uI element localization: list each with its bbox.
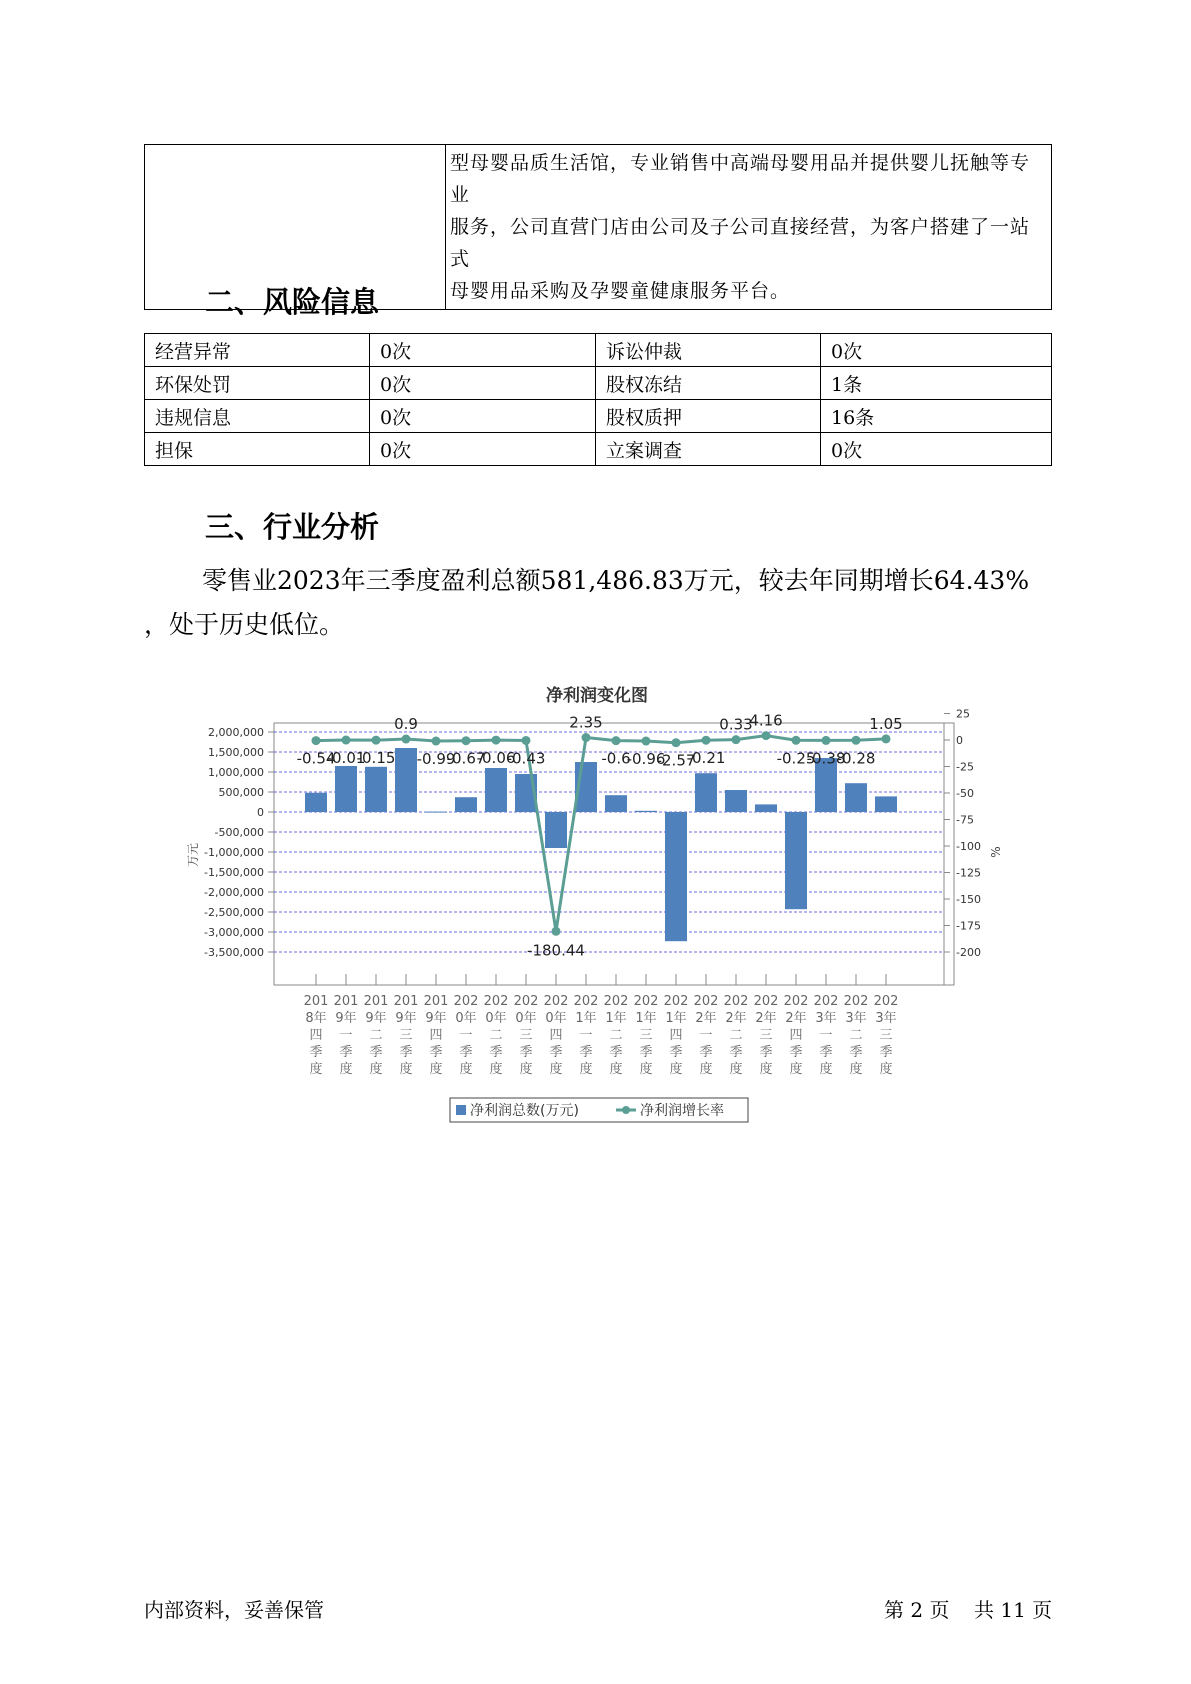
x-category-label: 季 bbox=[579, 1045, 593, 1060]
x-category-label: 季 bbox=[549, 1045, 563, 1060]
growth-rate-point bbox=[462, 736, 471, 745]
x-category-label: 1年 bbox=[665, 1011, 687, 1026]
x-category-label: 0年 bbox=[515, 1011, 537, 1026]
right-tick-label: -100 bbox=[956, 840, 981, 853]
growth-rate-label: 1.05 bbox=[869, 714, 903, 733]
growth-rate-point bbox=[552, 927, 561, 936]
x-category-label: 度 bbox=[879, 1062, 893, 1077]
right-tick-label: -125 bbox=[956, 866, 981, 880]
growth-rate-label: 4.16 bbox=[749, 711, 783, 730]
growth-rate-label: -0.67 bbox=[446, 749, 486, 768]
profit-bar bbox=[725, 790, 747, 812]
x-category-label: 季 bbox=[639, 1045, 653, 1060]
growth-rate-point bbox=[882, 734, 891, 743]
x-category-label: 202 bbox=[513, 994, 539, 1009]
growth-rate-point bbox=[762, 731, 771, 740]
legend-line-marker bbox=[622, 1106, 630, 1114]
x-category-label: 季 bbox=[699, 1045, 713, 1060]
x-category-label: 201 bbox=[423, 994, 449, 1009]
risk-value: 16条 bbox=[821, 400, 1052, 433]
left-tick-label: 1,000,000 bbox=[208, 766, 264, 779]
x-category-label: 202 bbox=[543, 994, 569, 1009]
right-tick-label: -175 bbox=[956, 919, 981, 933]
growth-rate-point bbox=[492, 736, 501, 745]
x-category-label: 202 bbox=[843, 994, 869, 1009]
x-category-label: 季 bbox=[489, 1045, 503, 1060]
x-category-label: 9年 bbox=[425, 1011, 447, 1026]
right-axis-label: % bbox=[989, 846, 1003, 858]
left-tick-label: -1,500,000 bbox=[204, 866, 264, 879]
x-category-label: 度 bbox=[459, 1062, 473, 1077]
x-category-label: 202 bbox=[783, 994, 809, 1009]
x-category-label: 202 bbox=[603, 994, 629, 1009]
right-tick-label: -50 bbox=[956, 787, 974, 800]
growth-rate-label: -0.54 bbox=[296, 749, 336, 768]
x-category-label: 季 bbox=[459, 1045, 473, 1060]
growth-rate-label: 0.9 bbox=[394, 715, 418, 734]
growth-rate-label: -0.21 bbox=[686, 749, 726, 768]
company-desc-line: 服务，公司直营门店由公司及子公司直接经营，为客户搭建了一站式 bbox=[450, 216, 1031, 270]
x-category-label: 一 bbox=[339, 1028, 353, 1043]
profit-bar bbox=[875, 796, 897, 812]
growth-rate-label: -0.38 bbox=[806, 749, 846, 768]
left-tick-label: -3,500,000 bbox=[204, 946, 264, 959]
x-category-label: 202 bbox=[633, 994, 659, 1009]
x-category-label: 季 bbox=[789, 1045, 803, 1060]
right-tick-label: -200 bbox=[956, 946, 981, 959]
growth-rate-point bbox=[312, 736, 321, 745]
x-category-label: 2年 bbox=[725, 1011, 747, 1026]
growth-rate-point bbox=[822, 736, 831, 745]
risk-key: 违规信息 bbox=[145, 400, 370, 433]
profit-bar bbox=[695, 773, 717, 812]
growth-rate-point bbox=[642, 737, 651, 746]
growth-rate-point bbox=[522, 736, 531, 745]
x-category-label: 度 bbox=[849, 1062, 863, 1077]
paragraph-line: 零售业2023年三季度盈利总额581,486.83万元，较去年同期增长64.43% bbox=[202, 566, 1030, 595]
legend-bar-swatch bbox=[456, 1105, 466, 1115]
profit-bar bbox=[545, 812, 567, 848]
x-category-label: 二 bbox=[849, 1028, 863, 1043]
chart-title: 净利润变化图 bbox=[546, 686, 648, 706]
x-category-label: 度 bbox=[609, 1062, 623, 1077]
x-category-label: 一 bbox=[579, 1028, 593, 1043]
x-category-label: 一 bbox=[699, 1028, 713, 1043]
risk-value: 0次 bbox=[370, 334, 596, 367]
x-category-label: 1年 bbox=[575, 1011, 597, 1026]
growth-rate-label: 0.33 bbox=[719, 715, 753, 734]
x-category-label: 3年 bbox=[815, 1011, 837, 1026]
risk-key: 经营异常 bbox=[145, 334, 370, 367]
x-category-label: 二 bbox=[729, 1028, 743, 1043]
profit-bar bbox=[485, 768, 507, 812]
company-desc-line: 母婴用品采购及孕婴童健康服务平台。 bbox=[450, 280, 791, 302]
x-category-label: 2年 bbox=[755, 1011, 777, 1026]
profit-bar bbox=[395, 748, 417, 812]
profit-bar bbox=[665, 812, 687, 941]
line-data-labels bbox=[297, 712, 903, 960]
risk-value: 0次 bbox=[821, 334, 1052, 367]
growth-rate-point bbox=[402, 735, 411, 744]
legend-bar-label: 净利润总数(万元) bbox=[470, 1103, 579, 1119]
x-category-label: 度 bbox=[549, 1062, 563, 1077]
profit-bar bbox=[605, 795, 627, 812]
x-category-label: 202 bbox=[873, 994, 899, 1009]
x-category-label: 度 bbox=[519, 1062, 533, 1077]
right-axis bbox=[944, 708, 981, 960]
x-category-label: 度 bbox=[579, 1062, 593, 1077]
company-desc-line: 型母婴品质生活馆，专业销售中高端母婴用品并提供婴儿抚触等专业 bbox=[450, 152, 1031, 206]
x-category-label: 度 bbox=[729, 1062, 743, 1077]
x-category-label: 三 bbox=[399, 1028, 413, 1043]
x-category-label: 202 bbox=[693, 994, 719, 1009]
growth-rate-point bbox=[612, 736, 621, 745]
left-tick-label: 500,000 bbox=[218, 786, 264, 799]
left-tick-label: -2,000,000 bbox=[204, 886, 264, 899]
x-category-label: 202 bbox=[573, 994, 599, 1009]
x-category-label: 0年 bbox=[455, 1011, 477, 1026]
left-tick-label: -1,000,000 bbox=[204, 846, 264, 859]
growth-rate-label: -0.15 bbox=[356, 749, 396, 768]
profit-bar bbox=[785, 812, 807, 909]
x-category-label: 三 bbox=[759, 1028, 773, 1043]
profit-bar bbox=[635, 811, 657, 812]
x-category-label: 202 bbox=[723, 994, 749, 1009]
x-category-label: 三 bbox=[519, 1028, 533, 1043]
x-category-label: 202 bbox=[753, 994, 779, 1009]
left-axis bbox=[204, 726, 274, 959]
x-category-label: 度 bbox=[309, 1062, 323, 1077]
x-category-label: 季 bbox=[369, 1045, 383, 1060]
growth-rate-point bbox=[792, 736, 801, 745]
paragraph-line: ，处于历史低位。 bbox=[144, 610, 345, 639]
x-axis bbox=[274, 974, 944, 1077]
x-category-label: 一 bbox=[459, 1028, 473, 1043]
x-category-label: 一 bbox=[819, 1028, 833, 1043]
x-category-label: 度 bbox=[339, 1062, 353, 1077]
x-category-label: 201 bbox=[303, 994, 329, 1009]
left-tick-label: -3,000,000 bbox=[204, 926, 264, 939]
x-category-label: 度 bbox=[399, 1062, 413, 1077]
risk-key: 诉讼仲裁 bbox=[596, 334, 821, 367]
risk-value: 0次 bbox=[370, 400, 596, 433]
legend-line-label: 净利润增长率 bbox=[640, 1103, 724, 1119]
x-category-label: 季 bbox=[429, 1045, 443, 1060]
x-category-label: 度 bbox=[759, 1062, 773, 1077]
section3-title: 三、行业分析 bbox=[205, 510, 380, 544]
x-category-label: 季 bbox=[609, 1045, 623, 1060]
x-category-label: 度 bbox=[789, 1062, 803, 1077]
x-category-label: 四 bbox=[669, 1028, 683, 1043]
x-category-label: 季 bbox=[759, 1045, 773, 1060]
x-category-label: 201 bbox=[333, 994, 359, 1009]
x-category-label: 9年 bbox=[395, 1011, 417, 1026]
x-category-label: 度 bbox=[819, 1062, 833, 1077]
x-category-label: 度 bbox=[639, 1062, 653, 1077]
x-category-label: 202 bbox=[453, 994, 479, 1009]
x-category-label: 季 bbox=[669, 1045, 683, 1060]
x-category-label: 度 bbox=[489, 1062, 503, 1077]
x-category-label: 0年 bbox=[485, 1011, 507, 1026]
left-tick-label: -2,500,000 bbox=[204, 906, 264, 919]
left-axis-label: 万元 bbox=[186, 842, 200, 868]
profit-bar bbox=[425, 812, 447, 813]
right-tick-label: -25 bbox=[956, 760, 974, 774]
left-tick-label: -500,000 bbox=[214, 826, 264, 839]
right-tick-label: -75 bbox=[956, 813, 974, 827]
x-category-label: 季 bbox=[879, 1045, 893, 1060]
growth-rate-point bbox=[702, 736, 711, 745]
x-category-label: 201 bbox=[363, 994, 389, 1009]
x-category-label: 202 bbox=[663, 994, 689, 1009]
risk-key: 担保 bbox=[145, 433, 370, 466]
footer-total-pages: 共 11 页 bbox=[974, 1598, 1053, 1622]
risk-value: 0次 bbox=[821, 433, 1052, 466]
growth-rate-point bbox=[672, 738, 681, 747]
x-category-label: 四 bbox=[309, 1028, 323, 1043]
x-category-label: 2年 bbox=[695, 1011, 717, 1026]
section2-title: 二、风险信息 bbox=[205, 285, 380, 319]
risk-key: 环保处罚 bbox=[145, 367, 370, 400]
growth-rate-point bbox=[372, 736, 381, 745]
growth-rate-label: -180.44 bbox=[527, 941, 585, 960]
growth-rate-point bbox=[732, 735, 741, 744]
x-category-label: 二 bbox=[369, 1028, 383, 1043]
risk-key: 立案调查 bbox=[596, 433, 821, 466]
x-category-label: 二 bbox=[609, 1028, 623, 1043]
x-category-label: 9年 bbox=[335, 1011, 357, 1026]
growth-rate-label: 2.35 bbox=[569, 713, 603, 732]
x-category-label: 三 bbox=[639, 1028, 653, 1043]
x-category-label: 202 bbox=[483, 994, 509, 1009]
risk-key: 股权冻结 bbox=[596, 367, 821, 400]
growth-rate-point bbox=[852, 736, 861, 745]
x-category-label: 1年 bbox=[605, 1011, 627, 1026]
growth-rate-point bbox=[582, 733, 591, 742]
risk-value: 0次 bbox=[370, 433, 596, 466]
right-tick-label: 25 bbox=[956, 707, 970, 721]
x-category-label: 8年 bbox=[305, 1011, 327, 1026]
growth-rate-label: -0.06 bbox=[476, 749, 516, 768]
x-category-label: 季 bbox=[519, 1045, 533, 1060]
x-category-label: 二 bbox=[489, 1028, 503, 1043]
growth-rate-point bbox=[432, 737, 441, 746]
profit-bar bbox=[305, 793, 327, 812]
x-category-label: 三 bbox=[879, 1028, 893, 1043]
x-category-label: 季 bbox=[729, 1045, 743, 1060]
footer-confidential: 内部资料，妥善保管 bbox=[144, 1598, 324, 1622]
profit-bar bbox=[365, 767, 387, 812]
growth-rate-label: -0.96 bbox=[626, 750, 666, 769]
profit-bar bbox=[845, 783, 867, 812]
x-category-label: 四 bbox=[549, 1028, 563, 1043]
x-category-label: 度 bbox=[699, 1062, 713, 1077]
profit-bar bbox=[755, 804, 777, 812]
x-category-label: 3年 bbox=[875, 1011, 897, 1026]
risk-key: 股权质押 bbox=[596, 400, 821, 433]
x-category-label: 1年 bbox=[635, 1011, 657, 1026]
right-tick-label: -150 bbox=[956, 893, 981, 906]
x-category-label: 2年 bbox=[785, 1011, 807, 1026]
growth-rate-point bbox=[342, 736, 351, 745]
x-category-label: 季 bbox=[309, 1045, 323, 1060]
growth-rate-label: -0.43 bbox=[506, 749, 546, 768]
x-category-label: 3年 bbox=[845, 1011, 867, 1026]
growth-rate-label: -0.99 bbox=[416, 750, 456, 769]
x-category-label: 季 bbox=[399, 1045, 413, 1060]
x-category-label: 0年 bbox=[545, 1011, 567, 1026]
x-category-label: 度 bbox=[669, 1062, 683, 1077]
x-category-label: 度 bbox=[369, 1062, 383, 1077]
x-category-label: 201 bbox=[393, 994, 419, 1009]
growth-rate-label: -2.57 bbox=[656, 751, 696, 770]
x-category-label: 9年 bbox=[365, 1011, 387, 1026]
x-category-label: 四 bbox=[429, 1028, 443, 1043]
x-category-label: 四 bbox=[789, 1028, 803, 1043]
left-tick-label: 2,000,000 bbox=[208, 726, 264, 739]
risk-value: 0次 bbox=[370, 367, 596, 400]
risk-value: 1条 bbox=[821, 367, 1052, 400]
profit-bar bbox=[335, 766, 357, 812]
footer-page-number: 第 2 页 bbox=[884, 1598, 950, 1622]
right-tick-label: 0 bbox=[956, 734, 963, 747]
growth-rate-label: -0.01 bbox=[326, 749, 366, 768]
growth-rate-label: -0.28 bbox=[836, 749, 876, 768]
x-category-label: 202 bbox=[813, 994, 839, 1009]
left-tick-label: 0 bbox=[257, 806, 264, 819]
x-category-label: 季 bbox=[339, 1045, 353, 1060]
left-tick-label: 1,500,000 bbox=[208, 746, 264, 759]
growth-rate-label: -0.25 bbox=[776, 749, 816, 768]
growth-rate-label: -0.6 bbox=[601, 749, 631, 768]
x-category-label: 季 bbox=[819, 1045, 833, 1060]
profit-bar bbox=[455, 797, 477, 812]
x-category-label: 季 bbox=[849, 1045, 863, 1060]
x-category-label: 度 bbox=[429, 1062, 443, 1077]
